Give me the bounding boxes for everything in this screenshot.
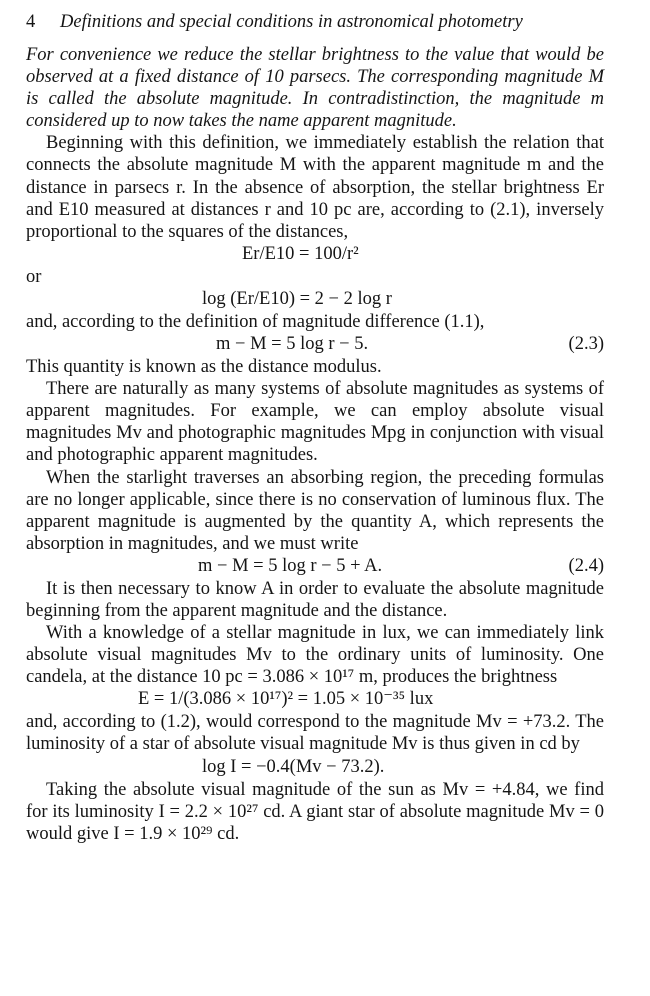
page-header	[26, 12, 604, 44]
running-title: Definitions and special conditions in astronomical photometry	[60, 12, 523, 32]
equation-log-ratio	[26, 288, 604, 311]
page-number: 4	[26, 12, 36, 32]
paragraph-relation: Beginning with this definition, we immediately establish the relation that connects the absolute magnitude M with the apparent magnitude m and the distance in parsecs r. In the absence of absorption, the stellar brightness Er and E10 measured at distances r and 10 pc are, according to (2.1), inversely proportional to the squares of the distances,	[26, 133, 604, 242]
equation-formula: log I = −0.4(Mv − 73.2).	[202, 756, 385, 777]
paragraph-absorption: When the starlight traverses an absorbing region, the preceding formulas are no longer applicable, since there is no conservation of luminous flux. The apparent magnitude is augmented by the quantity A, which represents the absorption in magnitudes, and we must write	[26, 467, 604, 554]
equation-distance-modulus	[26, 333, 604, 356]
equation-number: (2.3)	[568, 334, 604, 355]
equation-formula: Er/E10 = 100/r²	[242, 243, 359, 264]
equation-brightness	[26, 688, 604, 711]
equation-luminosity	[26, 756, 604, 779]
equation-number: (2.4)	[568, 555, 604, 576]
equation-absorption	[26, 555, 604, 578]
connector-or: or	[26, 266, 42, 287]
paragraph-evaluate: It is then necessary to know A in order to evaluate the absolute magnitude beginning from the apparent magnitude and the distance.	[26, 578, 604, 621]
paragraph-distance-modulus: This quantity is known as the distance modulus.	[26, 357, 382, 378]
paragraph-magnitude-difference: and, according to the definition of magnitude difference (1.1),	[26, 311, 485, 332]
paragraph-correspond: and, according to (1.2), would correspond to the magnitude Mv = +73.2. The luminosity of a star of absolute visual magnitude Mv is thus given in cd by	[26, 712, 604, 755]
equation-formula: log (Er/E10) = 2 − 2 log r	[202, 288, 392, 309]
paragraph-lux: With a knowledge of a stellar magnitude in lux, we can immediately link absolute visual magnitudes Mv to the ordinary units of luminosity. One candela, at the distance 10 pc = 3.086 × 10¹⁷ m, produces the brightness	[26, 623, 604, 688]
equation-brightness-ratio	[26, 243, 604, 266]
paragraph-sun: Taking the absolute visual magnitude of the sun as Mv = +4.84, we find for its luminosity I = 2.2 × 10²⁷ cd. A giant star of absolute magnitude Mv = 0 would give I = 1.9 × 10²⁹ cd.	[26, 779, 604, 844]
equation-formula: m − M = 5 log r − 5 + A.	[198, 555, 383, 576]
paragraph-absolute-magnitude: For convenience we reduce the stellar brightness to the value that would be observed at a fixed distance of 10 parsecs. The corresponding magnitude M is called the absolute magnitude. In contradistinction, the magnitude m considered up to now takes the name apparent magnitude.	[26, 45, 604, 132]
paragraph-systems: There are naturally as many systems of absolute magnitudes as systems of apparent magnitudes. For example, we can employ absolute visual magnitudes Mv and photographic magnitudes Mpg in conjunction with visual and photographic apparent magnitudes.	[26, 379, 604, 466]
equation-formula: m − M = 5 log r − 5.	[216, 334, 369, 355]
equation-formula: E = 1/(3.086 × 10¹⁷)² = 1.05 × 10⁻³⁵ lux	[138, 689, 434, 710]
